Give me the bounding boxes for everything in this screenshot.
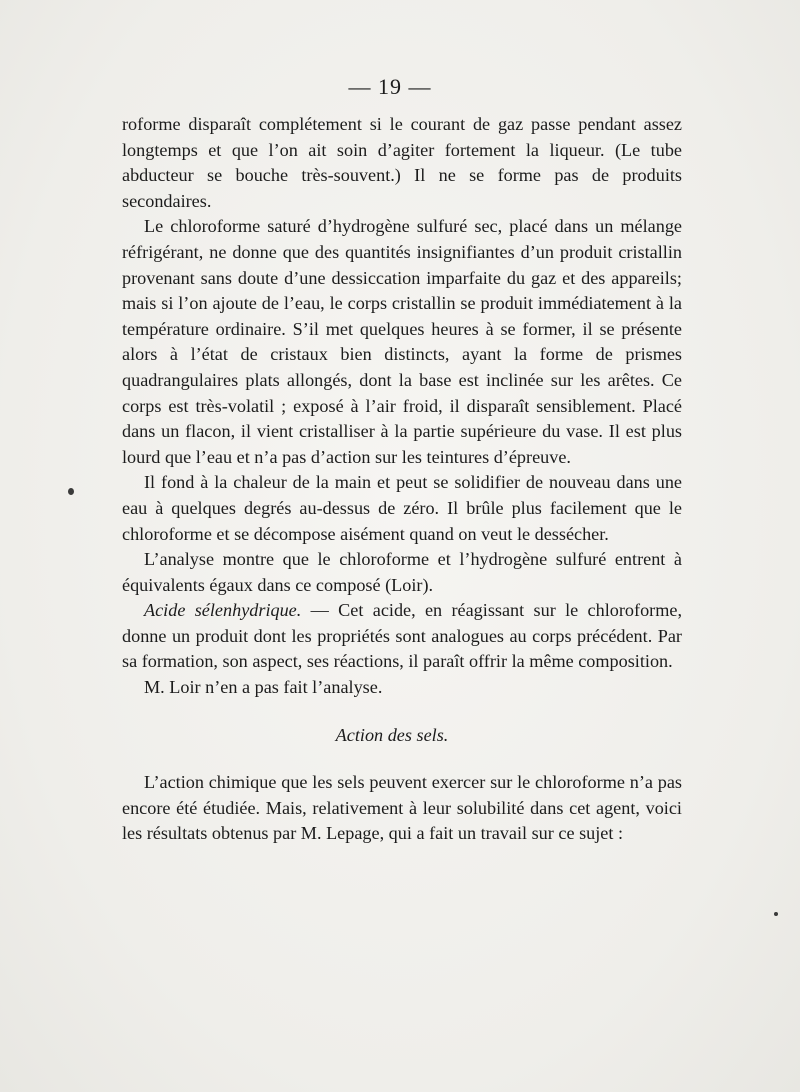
acid-name: Acide sélenhydrique. xyxy=(144,600,302,621)
paragraph-chloroform-saturated: Le chloroforme saturé d’hydrogène sulfuré sec, placé dans un mélange réfrigérant, ne donne que des quantités insignifiantes d’un produit cristallin provenant sans doute d’une dessiccation imparfaite du gaz et des appareils; mais si l’on ajoute de l’eau, le corps cristallin se produit immédiatement à la température ordinaire. S’il met quelques heures à se former, il se présente alors à l’état de cristaux bien distincts, ayant la forme de prismes quadrangulaires plats allongés, dont la base est inclinée sur les arêtes. Ce corps est très-volatil ; exposé à l’air froid, il disparaît sensiblement. Placé dans un flacon, il vient cristalliser à la partie supérieure du vase. Il est plus lourd que l’eau et n’a pas d’action sur les teintures d’épreuve. xyxy=(122,216,682,467)
acid-description: — Cet acide, en réagissant sur le chloroforme, donne un produit dont les propriétés sont analogues au corps précédent. Par sa formation, son aspect, ses réactions, il paraît offrir la même composition. xyxy=(122,600,682,672)
paragraph-selenhydric-acid xyxy=(122,598,682,675)
ink-speck xyxy=(774,912,778,916)
paragraph-loir-note: M. Loir n’en a pas fait l’analyse. xyxy=(144,677,383,698)
section-heading: Action des sels. xyxy=(335,724,449,745)
paragraph-continuation: roforme disparaît complétement si le courant de gaz passe pendant assez longtemps et que l’on ait soin d’agiter fortement la liqueur. (Le tube abducteur se bouche très-souvent.) Il ne se forme pas de produits secondaires. xyxy=(122,114,682,211)
paragraph-salts-action: L’action chimique que les sels peuvent exercer sur le chloroforme n’a pas encore été étudiée. Mais, relativement à leur solubilité dans cet agent, voici les résultats obtenus par M. Lepage, qui a fait un travail sur ce sujet : xyxy=(122,772,682,844)
page-number: — 19 — xyxy=(348,74,432,99)
ink-speck xyxy=(68,488,74,495)
paragraph-analysis: L’analyse montre que le chloroforme et l’hydrogène sulfuré entrent à équivalents égaux dans ce composé (Loir). xyxy=(122,549,682,595)
paragraph-melting: Il fond à la chaleur de la main et peut se solidifier de nouveau dans une eau à quelques degrés au-dessus de zéro. Il brûle plus facilement que le chloroforme et se décompose aisément quand on veut le dessécher. xyxy=(122,472,682,544)
body-text xyxy=(122,112,682,847)
